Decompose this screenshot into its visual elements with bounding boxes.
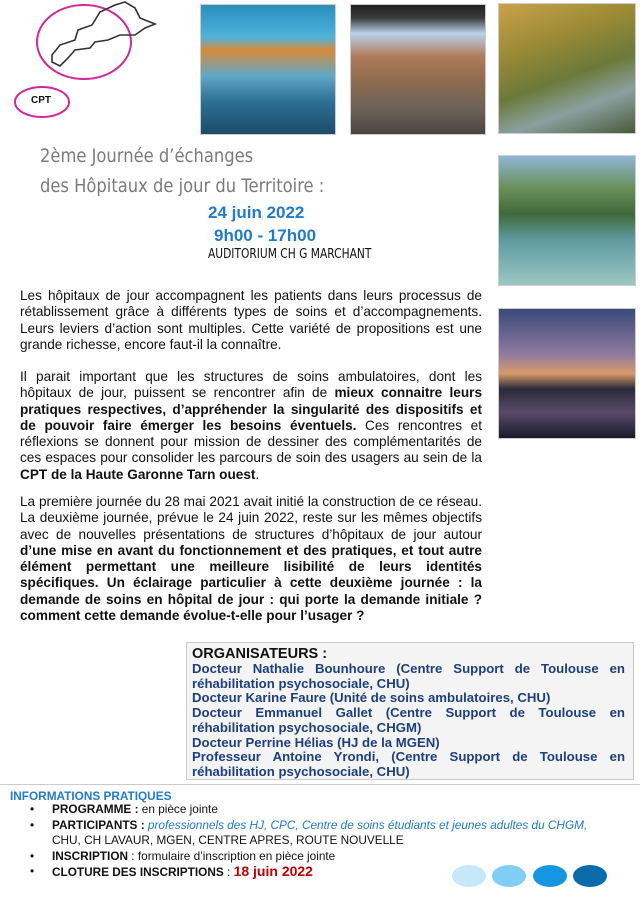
photo-village-square <box>350 4 486 135</box>
label: CLOTURE DES INSCRIPTIONS <box>52 865 224 879</box>
deadline-date: 18 juin 2022 <box>233 863 313 879</box>
photo-river-kayak <box>498 155 636 286</box>
value: professionnels des HJ, CPC, Centre de soins étudiants et jeunes adultes du CHGM, <box>144 817 588 832</box>
list-item <box>30 849 610 865</box>
purpose-paragraph <box>20 369 482 483</box>
text-bold: CPT de la Haute Garonne Tarn ouest <box>20 466 256 482</box>
text: Ces rencontres et réflexions se donnent pour mission de dessiner des complémentarités de ces espaces pour consolider les parcours de soin des usagers au sein de la <box>20 417 482 466</box>
decorative-dot <box>533 865 567 887</box>
text-bold: d’une mise en avant du fonctionnement et des pratiques, et tout autre élément permettant une meilleure lisibilité de leurs identités spécifiques. Un éclairage particulier à cette deuxième journée : la demande de soins en hôpital de jour : qui porte la demande initiale ? comment cette demande évolue-t-elle pour l’usager ? <box>20 542 482 624</box>
decorative-dot <box>492 865 526 887</box>
photo-bridge-sunset <box>498 308 636 439</box>
separator: : <box>223 865 234 879</box>
list-item <box>30 818 610 849</box>
event-date: 24 juin 2022 <box>208 203 305 222</box>
practical-info-list <box>30 802 610 881</box>
organiser-item: Docteur Nathalie Bounhoure (Centre Support de Toulouse en réhabilitation psychosociale, CHU) <box>192 661 625 691</box>
cpt-territory-logo <box>0 0 200 120</box>
label: PROGRAMME : <box>52 802 139 816</box>
organiser-item: Professeur Antoine Yrondi, (Centre Support de Toulouse en réhabilitation psychosociale, CHU) <box>192 749 625 779</box>
divider <box>0 784 640 785</box>
event-title-line2: des Hôpitaux de jour du Territoire : <box>40 175 325 197</box>
organisers-heading: ORGANISATEURS : <box>192 646 328 662</box>
organisers-box <box>186 642 634 780</box>
organiser-item: Docteur Karine Faure (Unité de soins ambulatoires, CHU) <box>192 690 551 706</box>
text: La première journée du 28 mai 2021 avait initié la construction de ce réseau. La deuxième journée, prévue le 24 juin 2022, reste sur les mêmes objectifs avec de nouvelles présentations de structures d’hôpitaux de jour autour <box>20 494 482 542</box>
practical-info-heading: INFORMATIONS PRATIQUES <box>10 789 172 803</box>
decorative-dot <box>452 865 486 887</box>
photo-canal-trees <box>498 3 636 134</box>
decorative-dot <box>573 865 607 887</box>
history-paragraph <box>20 494 482 624</box>
event-title-line1: 2ème Journée d’échanges <box>40 145 254 167</box>
event-place: AUDITORIUM CH G MARCHANT <box>208 247 372 262</box>
photo-castres-river <box>200 4 336 135</box>
label: PARTICIPANTS : <box>52 817 145 832</box>
organiser-item: Docteur Perrine Hélias (HJ de la MGEN) <box>192 734 440 750</box>
cpt-logo-label: CPT <box>31 95 51 106</box>
text: Il parait important que les structures de soins ambulatoires, dont les hôpitaux de jour, puissent se rencontrer afin de <box>20 369 482 401</box>
text-bold: mieux connaitre leurs pratiques respectives, d’appréhender la singularité des dispositifs et de pouvoir faire émerger les besoins éventuels. <box>20 385 482 433</box>
label: INSCRIPTION <box>52 848 129 863</box>
value: CHU, CH LAVAUR, MGEN, CENTRE APRES, ROUTE NOUVELLE <box>52 833 404 847</box>
value: : formulaire d’inscription en pièce jointe <box>128 848 336 863</box>
intro-paragraph: Les hôpitaux de jour accompagnent les patients dans leurs processus de rétablissement grâce à différents types de soins et d’accompagnements. Leurs leviers d’action sont multiples. Cette variété de propositions est une grande richesse, encore faut-il la connaître. <box>20 288 482 352</box>
text: . <box>255 466 260 482</box>
organiser-item: Docteur Emmanuel Gallet (Centre Support de Toulouse en réhabilitation psychosociale, CHGM) <box>192 705 625 735</box>
value: en pièce jointe <box>138 802 218 816</box>
list-item <box>30 802 610 818</box>
event-time: 9h00 - 17h00 <box>214 226 317 245</box>
